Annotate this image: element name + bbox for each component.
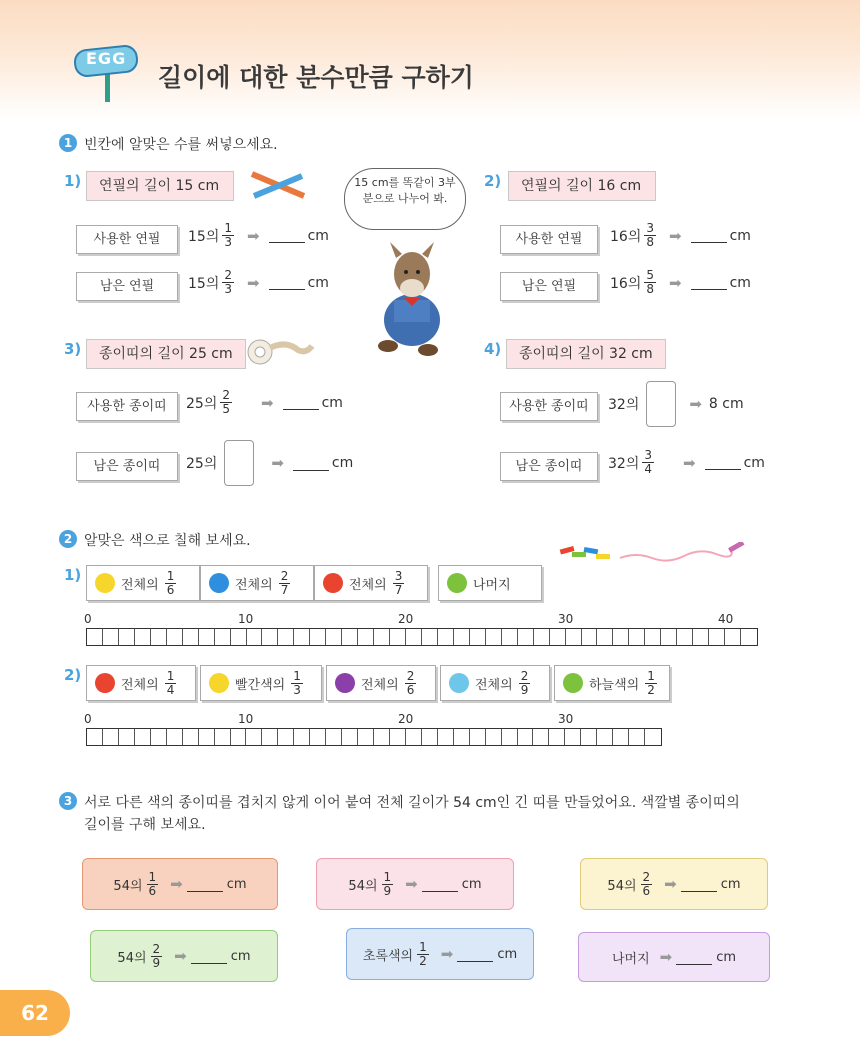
strip-cell[interactable] — [518, 629, 534, 645]
denominator: 9 — [383, 883, 392, 898]
denominator: 3 — [224, 282, 232, 296]
arrow-right-icon: ➡ — [668, 226, 682, 245]
card-text: 하늘색의 — [589, 677, 640, 693]
skyblue-crayon-dot-icon — [449, 673, 469, 693]
problem-3-row-1-expression — [186, 389, 343, 416]
problem-3-header: 종이띠의 길이 25 cm — [86, 339, 246, 369]
strip-cell[interactable] — [645, 729, 661, 745]
strip-cell[interactable] — [103, 629, 119, 645]
strip-cell[interactable] — [502, 729, 518, 745]
strip-cell[interactable] — [135, 629, 151, 645]
strip-cell[interactable] — [310, 729, 326, 745]
ribbon-purple — [578, 932, 770, 982]
denominator: 8 — [646, 282, 654, 296]
answer-blank[interactable] — [422, 877, 458, 892]
tick-label: 20 — [398, 612, 414, 626]
ribbon-suffix: cm — [230, 948, 251, 964]
problem-3-row-2-label: 남은 종이띠 — [76, 452, 178, 481]
expr-suffix: cm — [331, 455, 354, 471]
numerator: 2 — [642, 869, 651, 884]
strip-cell[interactable] — [374, 729, 390, 745]
strip-cell[interactable] — [454, 729, 470, 745]
fraction — [641, 871, 653, 898]
section-3-instruction-line-1: 서로 다른 색의 종이띠를 겹치지 않게 이어 붙여 전체 길이가 54 cm인 긴 띠를 만들었어요. 색깔별 종이띠의 — [84, 795, 740, 811]
section-1-instruction: 빈칸에 알맞은 수를 써넣으세요. — [84, 137, 278, 153]
problem-2-row-1-label: 사용한 연필 — [500, 225, 598, 254]
problem-2-row-2-expression — [610, 269, 751, 296]
problem-1-row-1-expression — [188, 222, 329, 249]
strip-cell[interactable] — [629, 629, 645, 645]
strip-cell[interactable] — [87, 629, 103, 645]
problem-4-row-2-expression — [608, 449, 765, 476]
color-card — [438, 565, 542, 601]
tick-label: 10 — [238, 712, 254, 726]
strip-cell[interactable] — [151, 629, 167, 645]
numerator: 2 — [280, 568, 289, 583]
strip-cell[interactable] — [167, 629, 183, 645]
expr-suffix: cm — [743, 454, 765, 471]
answer-blank[interactable] — [269, 275, 305, 290]
strip-cell[interactable] — [597, 629, 613, 645]
numerator: 2 — [224, 268, 232, 282]
strip-cell[interactable] — [550, 629, 566, 645]
ribbon-suffix: cm — [497, 946, 518, 962]
arrow-right-icon: ➡ — [174, 947, 187, 965]
strip-cell[interactable] — [502, 629, 518, 645]
denominator: 4 — [166, 682, 175, 697]
problem-2-number: 2) — [484, 172, 502, 190]
color-card — [440, 665, 550, 701]
strip-cell[interactable] — [613, 629, 629, 645]
color-card — [200, 565, 314, 601]
denominator: 6 — [642, 883, 651, 898]
section-3-number: 3 — [59, 792, 77, 810]
strip-cell[interactable] — [103, 729, 119, 745]
answer-blank[interactable] — [457, 947, 493, 962]
numerator: 3 — [644, 448, 652, 462]
strip-cell[interactable] — [390, 629, 406, 645]
section-3-instruction-line-2: 길이를 구해 보세요. — [84, 817, 206, 833]
strip-cell[interactable] — [470, 729, 486, 745]
tape-roll-icon — [246, 336, 316, 366]
expr-suffix: cm — [729, 274, 751, 291]
strip-cell[interactable] — [693, 629, 709, 645]
ribbon-prefix: 54의 — [607, 878, 637, 894]
ribbon-prefix: 초록색의 — [362, 948, 414, 964]
speech-text: 15 cm를 똑같이 3부분으로 나누어 봐. — [354, 176, 456, 205]
ribbon-suffix: cm — [461, 876, 482, 892]
fraction — [417, 941, 429, 968]
strip-cell[interactable] — [406, 729, 422, 745]
fraction — [279, 570, 291, 597]
strip-cell[interactable] — [231, 629, 247, 645]
numerator: 5 — [646, 268, 654, 282]
denominator: 2 — [647, 682, 655, 697]
page-title: 길이에 대한 분수만큼 구하기 — [158, 63, 474, 92]
yellow-crayon-dot-icon — [95, 573, 115, 593]
tick-label: 0 — [84, 712, 92, 726]
problem-2-row-2-label: 남은 연필 — [500, 272, 598, 301]
fraction — [291, 670, 303, 697]
ribbon-blue — [346, 928, 534, 980]
numerator: 1 — [148, 869, 157, 884]
fraction — [382, 871, 394, 898]
arrow-right-icon: ➡ — [689, 395, 702, 413]
strip-cell[interactable] — [135, 729, 151, 745]
ribbon-suffix: cm — [716, 949, 737, 965]
ribbon-prefix: 54의 — [117, 950, 147, 966]
arrow-right-icon: ➡ — [271, 454, 284, 472]
answer-blank[interactable] — [283, 395, 319, 410]
part-2-cards — [86, 665, 670, 701]
strip-cell[interactable] — [518, 729, 534, 745]
card-text: 전체의 — [235, 577, 273, 593]
fraction — [405, 670, 417, 697]
denominator: 7 — [394, 582, 403, 597]
strip-cell[interactable] — [262, 629, 278, 645]
problem-3-row-2-expression — [186, 440, 353, 486]
problem-3-row-1-label: 사용한 종이띠 — [76, 392, 178, 421]
logo-text: EGG — [86, 49, 127, 68]
card-text: 전체의 — [121, 677, 159, 693]
strip-cell[interactable] — [199, 629, 215, 645]
answer-blank[interactable] — [681, 877, 717, 892]
problem-1-row-2-expression — [188, 269, 329, 296]
denominator: 6 — [406, 682, 415, 697]
strip-cell[interactable] — [278, 729, 294, 745]
fraction-answer-box[interactable] — [224, 440, 254, 486]
expr-suffix: cm — [729, 227, 751, 244]
numerator: 1 — [166, 668, 175, 683]
expr-prefix: 32의 — [608, 397, 640, 413]
problem-2-row-1-expression — [610, 222, 751, 249]
pencils-icon — [248, 170, 308, 200]
strip-cell[interactable] — [294, 629, 310, 645]
numerator: 3 — [394, 568, 403, 583]
strip-cell[interactable] — [533, 729, 549, 745]
part-1-number: 1) — [64, 566, 82, 584]
numerator: 1 — [166, 568, 175, 583]
card-text: 전체의 — [349, 577, 387, 593]
fraction-answer-box[interactable] — [646, 381, 676, 427]
problem-4-row-1-expression — [608, 381, 744, 427]
arrow-right-icon: ➡ — [170, 875, 183, 893]
problem-4-row-2-label: 남은 종이띠 — [500, 452, 598, 481]
strip-cell[interactable] — [151, 729, 167, 745]
fraction — [222, 222, 234, 249]
tick-label: 0 — [84, 612, 92, 626]
denominator: 4 — [644, 462, 652, 476]
strip-cell[interactable] — [677, 629, 693, 645]
fraction — [393, 570, 405, 597]
section-1-number: 1 — [59, 134, 77, 152]
card-text: 전체의 — [121, 577, 159, 593]
card-text: 전체의 — [475, 677, 513, 693]
strip-cell[interactable] — [342, 729, 358, 745]
strip-cell[interactable] — [119, 629, 135, 645]
fraction — [519, 670, 531, 697]
strip-cell[interactable] — [278, 629, 294, 645]
expr-prefix: 25의 — [186, 456, 218, 472]
tick-label: 40 — [718, 612, 734, 626]
fraction — [165, 570, 177, 597]
blue-crayon-dot-icon — [209, 573, 229, 593]
card-text: 빨간색의 — [235, 677, 286, 693]
answer-blank[interactable] — [676, 950, 712, 965]
arrow-right-icon: ➡ — [668, 273, 682, 292]
strip-cell[interactable] — [294, 729, 310, 745]
part-2-number: 2) — [64, 666, 82, 684]
arrow-right-icon: ➡ — [246, 226, 260, 245]
numerator: 1 — [419, 939, 427, 954]
tick-label: 30 — [558, 612, 574, 626]
ribbon-prefix: 나머지 — [611, 951, 650, 967]
problem-1-header: 연필의 길이 15 cm — [86, 171, 234, 201]
numerator: 1 — [293, 668, 301, 683]
strip-cell[interactable] — [645, 629, 661, 645]
denominator: 7 — [280, 582, 289, 597]
strip-cell[interactable] — [215, 729, 231, 745]
ribbon-green — [90, 930, 278, 982]
arrow-right-icon: ➡ — [659, 948, 673, 966]
strip-cell[interactable] — [549, 729, 565, 745]
expr-prefix: 15의 — [188, 228, 220, 245]
tick-label: 30 — [558, 712, 574, 726]
ribbon-pink — [316, 858, 514, 910]
arrow-right-icon: ➡ — [260, 393, 274, 412]
arrow-right-icon: ➡ — [440, 945, 454, 963]
problem-3-number: 3) — [64, 340, 82, 358]
strip-cell[interactable] — [199, 729, 215, 745]
yellow-crayon-dot-icon — [209, 673, 229, 693]
numerator: 2 — [152, 941, 161, 956]
strip-cell[interactable] — [183, 729, 199, 745]
green-crayon-dot-icon — [447, 573, 467, 593]
expr-prefix: 15의 — [188, 275, 220, 292]
strip-cell[interactable] — [454, 629, 470, 645]
arrow-right-icon: ➡ — [246, 273, 260, 292]
strip-cell[interactable] — [358, 729, 374, 745]
fraction — [644, 222, 656, 249]
arrow-right-icon: ➡ — [682, 453, 696, 472]
strip-cell[interactable] — [725, 629, 741, 645]
answer-blank[interactable] — [293, 456, 329, 471]
strip-36-cells[interactable] — [86, 728, 662, 746]
ribbon-suffix: cm — [720, 876, 741, 892]
expr-suffix: 8 cm — [708, 396, 744, 412]
strip-cell[interactable] — [422, 729, 438, 745]
color-card — [326, 665, 436, 701]
fraction — [151, 943, 163, 970]
tick-label: 10 — [238, 612, 254, 626]
strip-cell[interactable] — [215, 629, 231, 645]
ribbon-orange — [82, 858, 278, 910]
strip-cell[interactable] — [358, 629, 374, 645]
answer-blank[interactable] — [705, 455, 741, 470]
expr-prefix: 25의 — [186, 395, 218, 412]
numerator: 2 — [222, 388, 230, 402]
strip-cell[interactable] — [87, 729, 103, 745]
denominator: 2 — [419, 953, 427, 968]
section-2-number: 2 — [59, 530, 77, 548]
ribbon-suffix: cm — [226, 876, 247, 892]
ribbon-prefix: 54의 — [348, 878, 378, 894]
fraction — [222, 269, 234, 296]
problem-1-row-2-label: 남은 연필 — [76, 272, 178, 301]
strip-cell[interactable] — [262, 729, 278, 745]
fraction — [147, 871, 159, 898]
arrow-right-icon: ➡ — [664, 875, 677, 893]
color-card — [314, 565, 428, 601]
fraction — [220, 389, 232, 416]
fraction — [644, 269, 656, 296]
numerator: 1 — [383, 869, 392, 884]
strip-cell[interactable] — [183, 629, 199, 645]
strip-cell[interactable] — [486, 729, 502, 745]
strip-cell[interactable] — [582, 629, 598, 645]
fraction — [165, 670, 177, 697]
tick-label: 20 — [398, 712, 414, 726]
problem-4-header: 종이띠의 길이 32 cm — [506, 339, 666, 369]
denominator: 5 — [222, 402, 230, 416]
speech-bubble — [344, 168, 466, 230]
answer-blank[interactable] — [269, 228, 305, 243]
problem-4-row-1-label: 사용한 종이띠 — [500, 392, 598, 421]
strip-cell[interactable] — [342, 629, 358, 645]
strip-cell[interactable] — [597, 729, 613, 745]
color-card — [200, 665, 322, 701]
numerator: 2 — [406, 668, 415, 683]
expr-suffix: cm — [307, 227, 329, 244]
strip-cell[interactable] — [438, 629, 454, 645]
strip-cell[interactable] — [374, 629, 390, 645]
strip-cell[interactable] — [438, 729, 454, 745]
strip-42-cells[interactable] — [86, 628, 758, 646]
page-number: 62 — [0, 990, 70, 1036]
strip-cell[interactable] — [422, 629, 438, 645]
expr-suffix: cm — [321, 394, 343, 411]
egg-logo — [72, 42, 142, 102]
ribbon-prefix: 54의 — [113, 878, 143, 894]
card-text: 전체의 — [361, 677, 399, 693]
strip-cell[interactable] — [167, 729, 183, 745]
problem-2-header: 연필의 길이 16 cm — [508, 171, 656, 201]
purple-crayon-dot-icon — [335, 673, 355, 693]
answer-blank[interactable] — [187, 877, 223, 892]
strip-cell[interactable] — [566, 629, 582, 645]
strip-cell[interactable] — [581, 729, 597, 745]
strip-cell[interactable] — [390, 729, 406, 745]
crayons-icon — [556, 542, 746, 566]
numerator: 1 — [647, 668, 655, 683]
part-1-cards — [86, 565, 542, 601]
red-crayon-dot-icon — [95, 673, 115, 693]
strip-cell[interactable] — [486, 629, 502, 645]
fraction — [642, 449, 654, 476]
denominator: 3 — [224, 235, 232, 249]
expr-prefix: 16의 — [610, 275, 642, 292]
color-card — [86, 665, 196, 701]
strip-cell[interactable] — [613, 729, 629, 745]
strip-cell[interactable] — [326, 629, 342, 645]
expr-prefix: 32의 — [608, 455, 640, 472]
denominator: 9 — [520, 682, 529, 697]
color-card — [554, 665, 670, 701]
strip-cell[interactable] — [661, 629, 677, 645]
strip-cell[interactable] — [709, 629, 725, 645]
card-text: 나머지 — [473, 577, 511, 593]
numerator: 3 — [646, 221, 654, 235]
denominator: 9 — [152, 955, 161, 970]
fraction — [645, 670, 657, 697]
expr-suffix: cm — [307, 274, 329, 291]
denominator: 8 — [646, 235, 654, 249]
strip-cell[interactable] — [565, 729, 581, 745]
answer-blank[interactable] — [691, 275, 727, 290]
red-crayon-dot-icon — [323, 573, 343, 593]
answer-blank[interactable] — [691, 228, 727, 243]
ribbon-yellow — [580, 858, 768, 910]
strip-cell[interactable] — [231, 729, 247, 745]
numerator: 1 — [224, 221, 232, 235]
strip-cell[interactable] — [470, 629, 486, 645]
strip-cell[interactable] — [534, 629, 550, 645]
problem-1-number: 1) — [64, 172, 82, 190]
strip-cell[interactable] — [741, 629, 757, 645]
denominator: 6 — [166, 582, 175, 597]
section-2-instruction: 알맞은 색으로 칠해 보세요. — [84, 533, 251, 549]
arrow-right-icon: ➡ — [405, 875, 418, 893]
strip-cell[interactable] — [310, 629, 326, 645]
answer-blank[interactable] — [191, 949, 227, 964]
strip-cell[interactable] — [406, 629, 422, 645]
strip-cell[interactable] — [247, 629, 263, 645]
strip-cell[interactable] — [246, 729, 262, 745]
strip-cell[interactable] — [119, 729, 135, 745]
numerator: 2 — [520, 668, 529, 683]
strip-cell[interactable] — [629, 729, 645, 745]
problem-1-row-1-label: 사용한 연필 — [76, 225, 178, 254]
color-card — [86, 565, 200, 601]
strip-cell[interactable] — [326, 729, 342, 745]
donkey-character-icon — [372, 240, 452, 360]
green-crayon-dot-icon — [563, 673, 583, 693]
denominator: 6 — [148, 883, 157, 898]
problem-4-number: 4) — [484, 340, 502, 358]
expr-prefix: 16의 — [610, 228, 642, 245]
denominator: 3 — [293, 682, 301, 697]
